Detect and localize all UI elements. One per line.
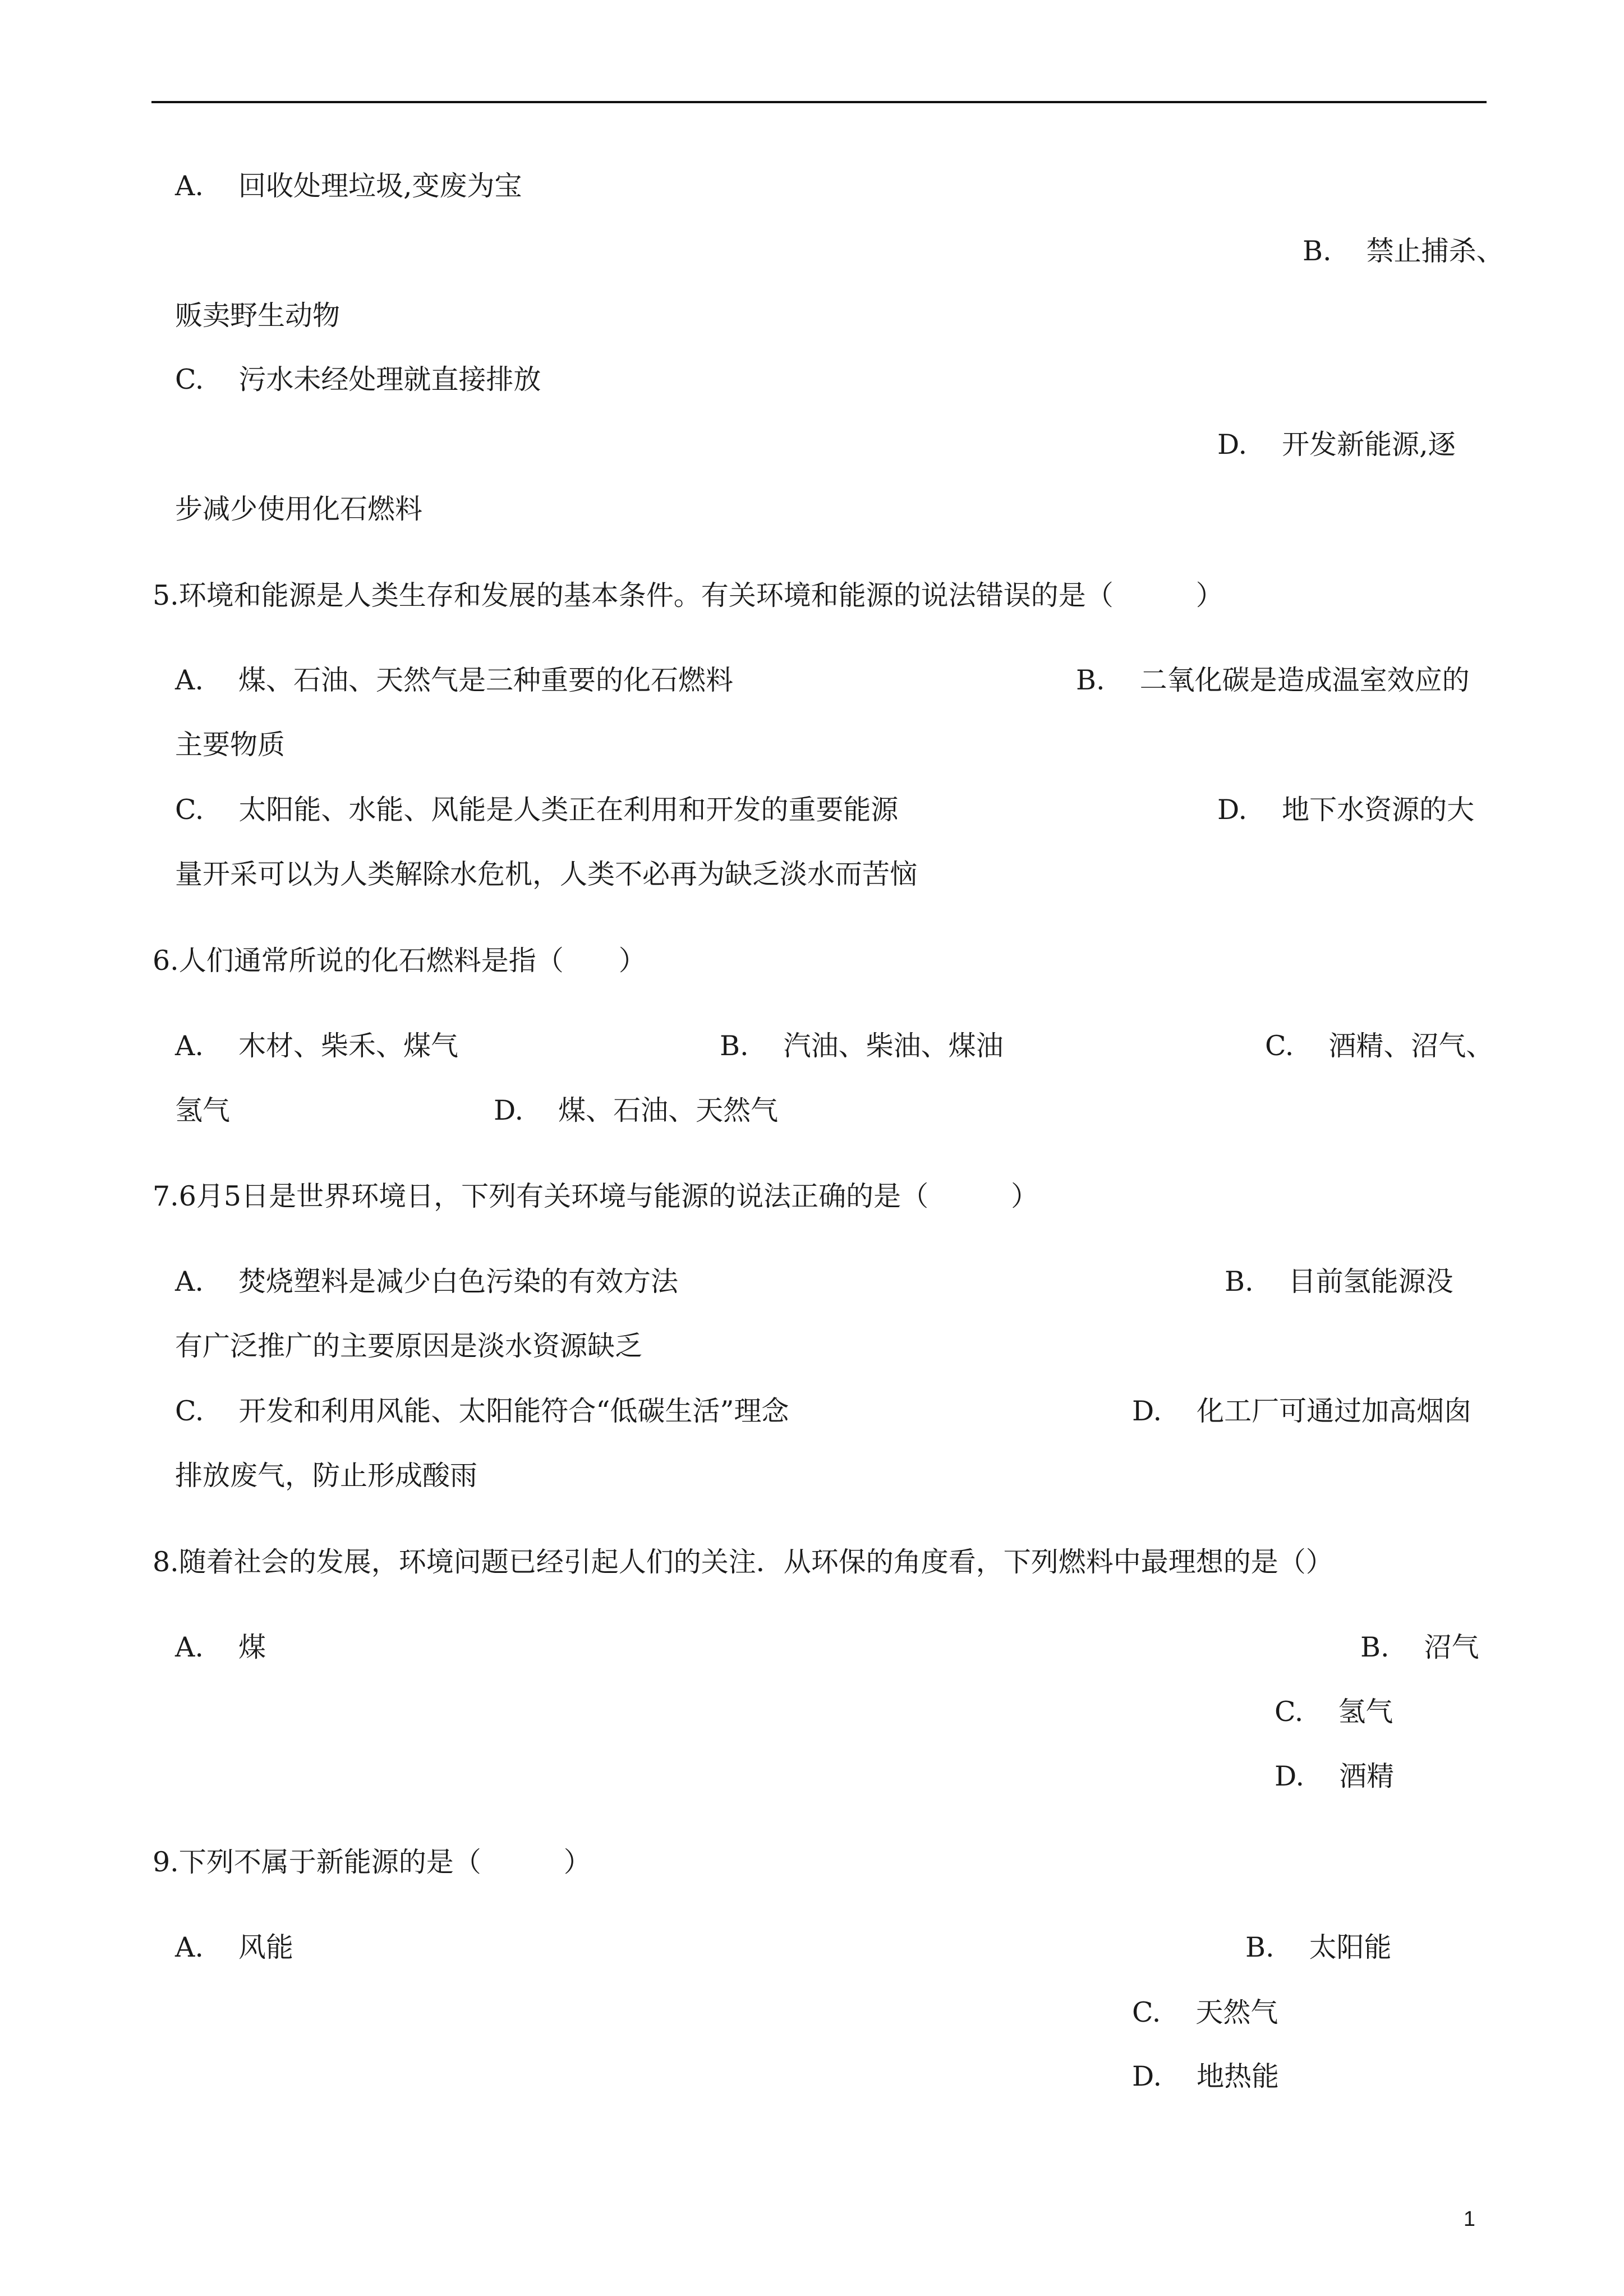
q5-option-b-cont: 主要物质 [175, 729, 286, 761]
q8-option-a: A. 煤 [175, 1631, 266, 1663]
q4-option-a: A. 回收处理垃圾,变废为宝 [175, 170, 522, 202]
q9-option-c: C. 天然气 [1132, 1996, 1278, 2028]
q4-option-b-cont: 贩卖野生动物 [175, 300, 341, 332]
q6-option-d: D. 煤、石油、天然气 [494, 1094, 779, 1126]
q5-option-b: B. 二氧化碳是造成温室效应的 [1076, 664, 1470, 696]
q6-option-a: A. 木材、柴禾、煤气 [175, 1030, 458, 1062]
q8-option-b: B. 沼气 [1360, 1631, 1479, 1663]
q4-option-c: C. 污水未经处理就直接排放 [175, 364, 541, 395]
q8-stem: 8.随着社会的发展，环境问题已经引起人们的关注．从环保的角度看，下列燃料中最理想的是（） [153, 1546, 1333, 1578]
q5-option-a: A. 煤、石油、天然气是三种重要的化石燃料 [175, 664, 733, 696]
header-rule [151, 101, 1487, 103]
q6-option-b: B. 汽油、柴油、煤油 [720, 1030, 1004, 1062]
q6-option-c-cont: 氢气 [175, 1094, 231, 1126]
q5-option-d: D. 地下水资源的大 [1217, 794, 1475, 826]
q7-option-b-cont: 有广泛推广的主要原因是淡水资源缺乏 [175, 1330, 643, 1362]
q9-option-b: B. 太阳能 [1245, 1931, 1392, 1963]
page-number: 1 [1463, 2207, 1475, 2231]
q4-option-b: B. 禁止捕杀、 [1303, 235, 1504, 267]
q4-option-d-cont: 步减少使用化石燃料 [175, 493, 423, 525]
q7-stem: 7.6月5日是世界环境日，下列有关环境与能源的说法正确的是（ ） [153, 1180, 1039, 1212]
q7-option-d: D. 化工厂可通过加高烟囱 [1132, 1395, 1472, 1427]
q9-stem: 9.下列不属于新能源的是（ ） [153, 1846, 591, 1878]
q5-option-c: C. 太阳能、水能、风能是人类正在利用和开发的重要能源 [175, 794, 899, 826]
q7-option-d-cont: 排放废气，防止形成酸雨 [175, 1460, 478, 1492]
q9-option-d: D. 地热能 [1132, 2060, 1280, 2092]
q7-option-c: C. 开发和利用风能、太阳能符合“低碳生活”理念 [175, 1395, 789, 1427]
q9-option-a: A. 风能 [175, 1931, 293, 1963]
q8-option-c: C. 氢气 [1275, 1696, 1393, 1728]
q5-stem: 5.环境和能源是人类生存和发展的基本条件。有关环境和能源的说法错误的是（ ） [153, 579, 1223, 611]
q4-option-d: D. 开发新能源,逐 [1217, 429, 1456, 461]
q6-option-c: C. 酒精、沼气、 [1265, 1030, 1494, 1062]
q5-option-d-cont: 量开采可以为人类解除水危机，人类不必再为缺乏淡水而苦恼 [175, 858, 918, 890]
q7-option-a: A. 焚烧塑料是减少白色污染的有效方法 [175, 1266, 678, 1297]
q6-stem: 6.人们通常所说的化石燃料是指（ ） [153, 945, 646, 977]
q8-option-d: D. 酒精 [1275, 1760, 1395, 1792]
q7-option-b: B. 目前氢能源没 [1225, 1266, 1453, 1297]
